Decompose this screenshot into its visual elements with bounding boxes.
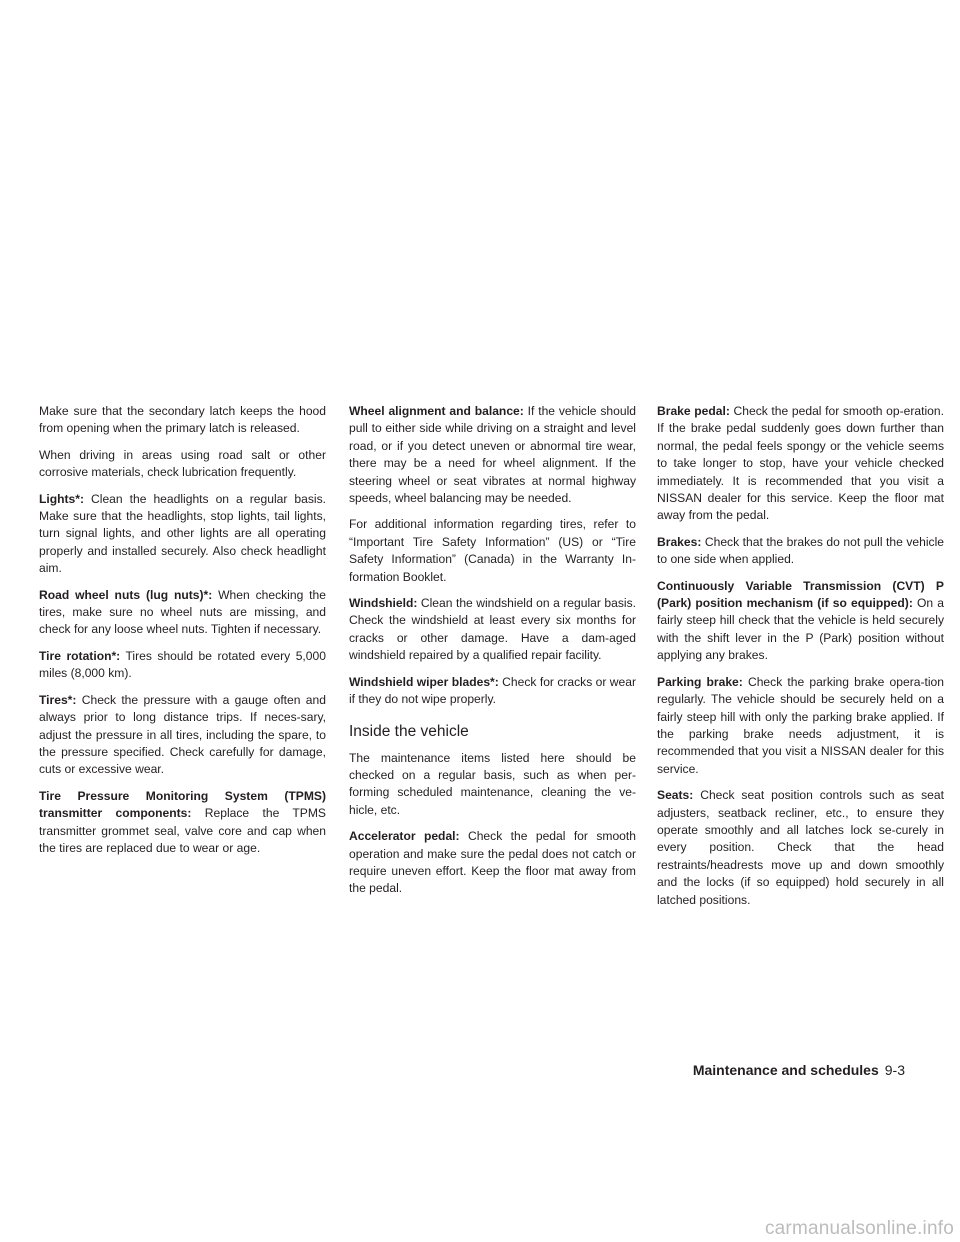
paragraph	[349, 595, 636, 665]
paragraph-text: Replace the TPMS transmitter grommet seal, valve core and cap when the tires are replaced due to wear or age.	[39, 806, 326, 855]
paragraph	[657, 674, 944, 778]
paragraph-text: Check that the brakes do not pull the vehicle to one side when applied.	[657, 534, 944, 567]
paragraph-lead: Windshield wiper blades*:	[349, 674, 499, 689]
paragraph	[657, 403, 944, 525]
paragraph	[657, 578, 944, 665]
paragraph-text: On a fairly steep hill check that the vehicle is held securely with the shift lever in the P (Park) position without applying any brakes.	[657, 596, 944, 663]
paragraph-text: When checking the tires, make sure no wheel nuts are missing, and check for any loose wheel nuts. Tighten if necessary.	[39, 587, 326, 637]
paragraph-text: Check the pedal for smooth operation and make sure the pedal does not catch or require uneven effort. Keep the floor mat away from the pedal.	[349, 829, 636, 896]
paragraph-lead: Wheel alignment and balance:	[349, 404, 524, 418]
paragraph	[349, 403, 636, 507]
page-number: 9-3	[884, 1062, 905, 1078]
paragraph-lead: Tires*:	[39, 692, 77, 707]
paragraph-text: Make sure that the secondary latch keeps the hood from opening when the primary latch is released.	[39, 404, 326, 436]
paragraph-text: Check seat position controls such as seat adjusters, seatback recliner, etc., to ensure they operate smoothly and all latches lock se-curely in every position. Check that the head restraints/headrests move up and down smoothly and the locks (if so equipped) hold securely in all latched positions.	[657, 788, 944, 907]
paragraph-lead: Lights*:	[39, 491, 85, 506]
paragraph-lead: Tire Pressure Monitoring System (TPMS) transmitter components:	[39, 788, 326, 821]
paragraph-lead: Seats:	[657, 788, 694, 803]
footer-section-title: Maintenance and schedules	[692, 1062, 879, 1078]
paragraph-text: Check the parking brake opera-tion regularly. The vehicle should be securely held on a fairly steep hill with only the parking brake applied. If the parking brake needs adjustment, it is recommended that you visit a NISSAN dealer for this service.	[657, 674, 944, 776]
paragraph	[657, 534, 944, 569]
paragraph	[39, 692, 326, 779]
section-heading: Inside the vehicle	[349, 722, 469, 740]
paragraph	[349, 674, 636, 709]
paragraph	[39, 788, 326, 858]
paragraph	[349, 750, 636, 820]
paragraph	[349, 828, 636, 898]
paragraph-text: Check the pressure with a gauge often and always prior to long distance trips. If neces-sary, adjust the pressure in all tires, including the spare, to the pressure specified. Check carefully for damage, cuts or excessive wear.	[39, 692, 326, 777]
column-middle-bottom	[349, 750, 636, 898]
paragraph-text: Check the pedal for smooth op-eration. If the brake pedal suddenly goes down further than normal, the pedal feels spongy or the vehicle seems to take longer to stop, have your vehicle checked immediately. It is recommended that you visit a NISSAN dealer for this service. Keep the floor mat away from the pedal.	[657, 404, 944, 523]
paragraph	[39, 447, 326, 482]
paragraph	[349, 516, 636, 586]
paragraph-lead: Windshield:	[349, 596, 418, 611]
column-middle-top	[349, 403, 636, 709]
paragraph-lead: Brakes:	[657, 534, 702, 549]
paragraph-lead: Accelerator pedal:	[349, 829, 460, 844]
paragraph-text: Check for cracks or wear if they do not wipe properly.	[349, 674, 636, 707]
paragraph	[39, 491, 326, 578]
paragraph-text: For additional information regarding tires, refer to “Important Tire Safety Information” (US) or “Tire Safety Information” (Canada) in the Warranty In-formation Booklet.	[349, 517, 636, 584]
paragraph-text: Clean the headlights on a regular basis. Make sure that the headlights, stop lights, tail lights, turn signal lights, and other lights are all operating properly and installed securely. Also check headlight aim.	[39, 491, 326, 576]
paragraph-lead: Parking brake:	[657, 674, 743, 689]
paragraph-text: Tires should be rotated every 5,000 miles (8,000 km).	[39, 648, 326, 681]
paragraph	[39, 403, 326, 438]
paragraph	[39, 587, 326, 639]
paragraph-lead: Road wheel nuts (lug nuts)*:	[39, 587, 213, 602]
paragraph-lead: Tire rotation*:	[39, 648, 121, 663]
paragraph-lead: Brake pedal:	[657, 404, 730, 418]
paragraph-text: Clean the windshield on a regular basis. Check the windshield at least every six months for cracks or other damage. Have a dam-aged windshield repaired by a qualified repair facility.	[349, 596, 636, 663]
column-middle	[349, 403, 636, 907]
paragraph-lead: Continuously Variable Transmission (CVT) P (Park) position mechanism (if so equipped):	[657, 578, 944, 611]
paragraph-text: The maintenance items listed here should be checked on a regular basis, such as when per-forming scheduled maintenance, cleaning the ve-hicle, etc.	[349, 750, 636, 817]
column-right	[657, 403, 944, 918]
column-left	[39, 403, 326, 866]
page-footer	[693, 1061, 905, 1079]
watermark: carmanualsonline.info	[764, 1218, 954, 1239]
paragraph	[657, 787, 944, 909]
paragraph-text: If the vehicle should pull to either side while driving on a straight and level road, or if you detect uneven or abnormal tire wear, there may be a need for wheel alignment. If the steering wheel or seat vibrates at normal highway speeds, wheel balancing may be needed.	[349, 404, 636, 506]
paragraph-text: When driving in areas using road salt or other corrosive materials, check lubrication frequently.	[39, 447, 326, 480]
paragraph	[39, 648, 326, 683]
